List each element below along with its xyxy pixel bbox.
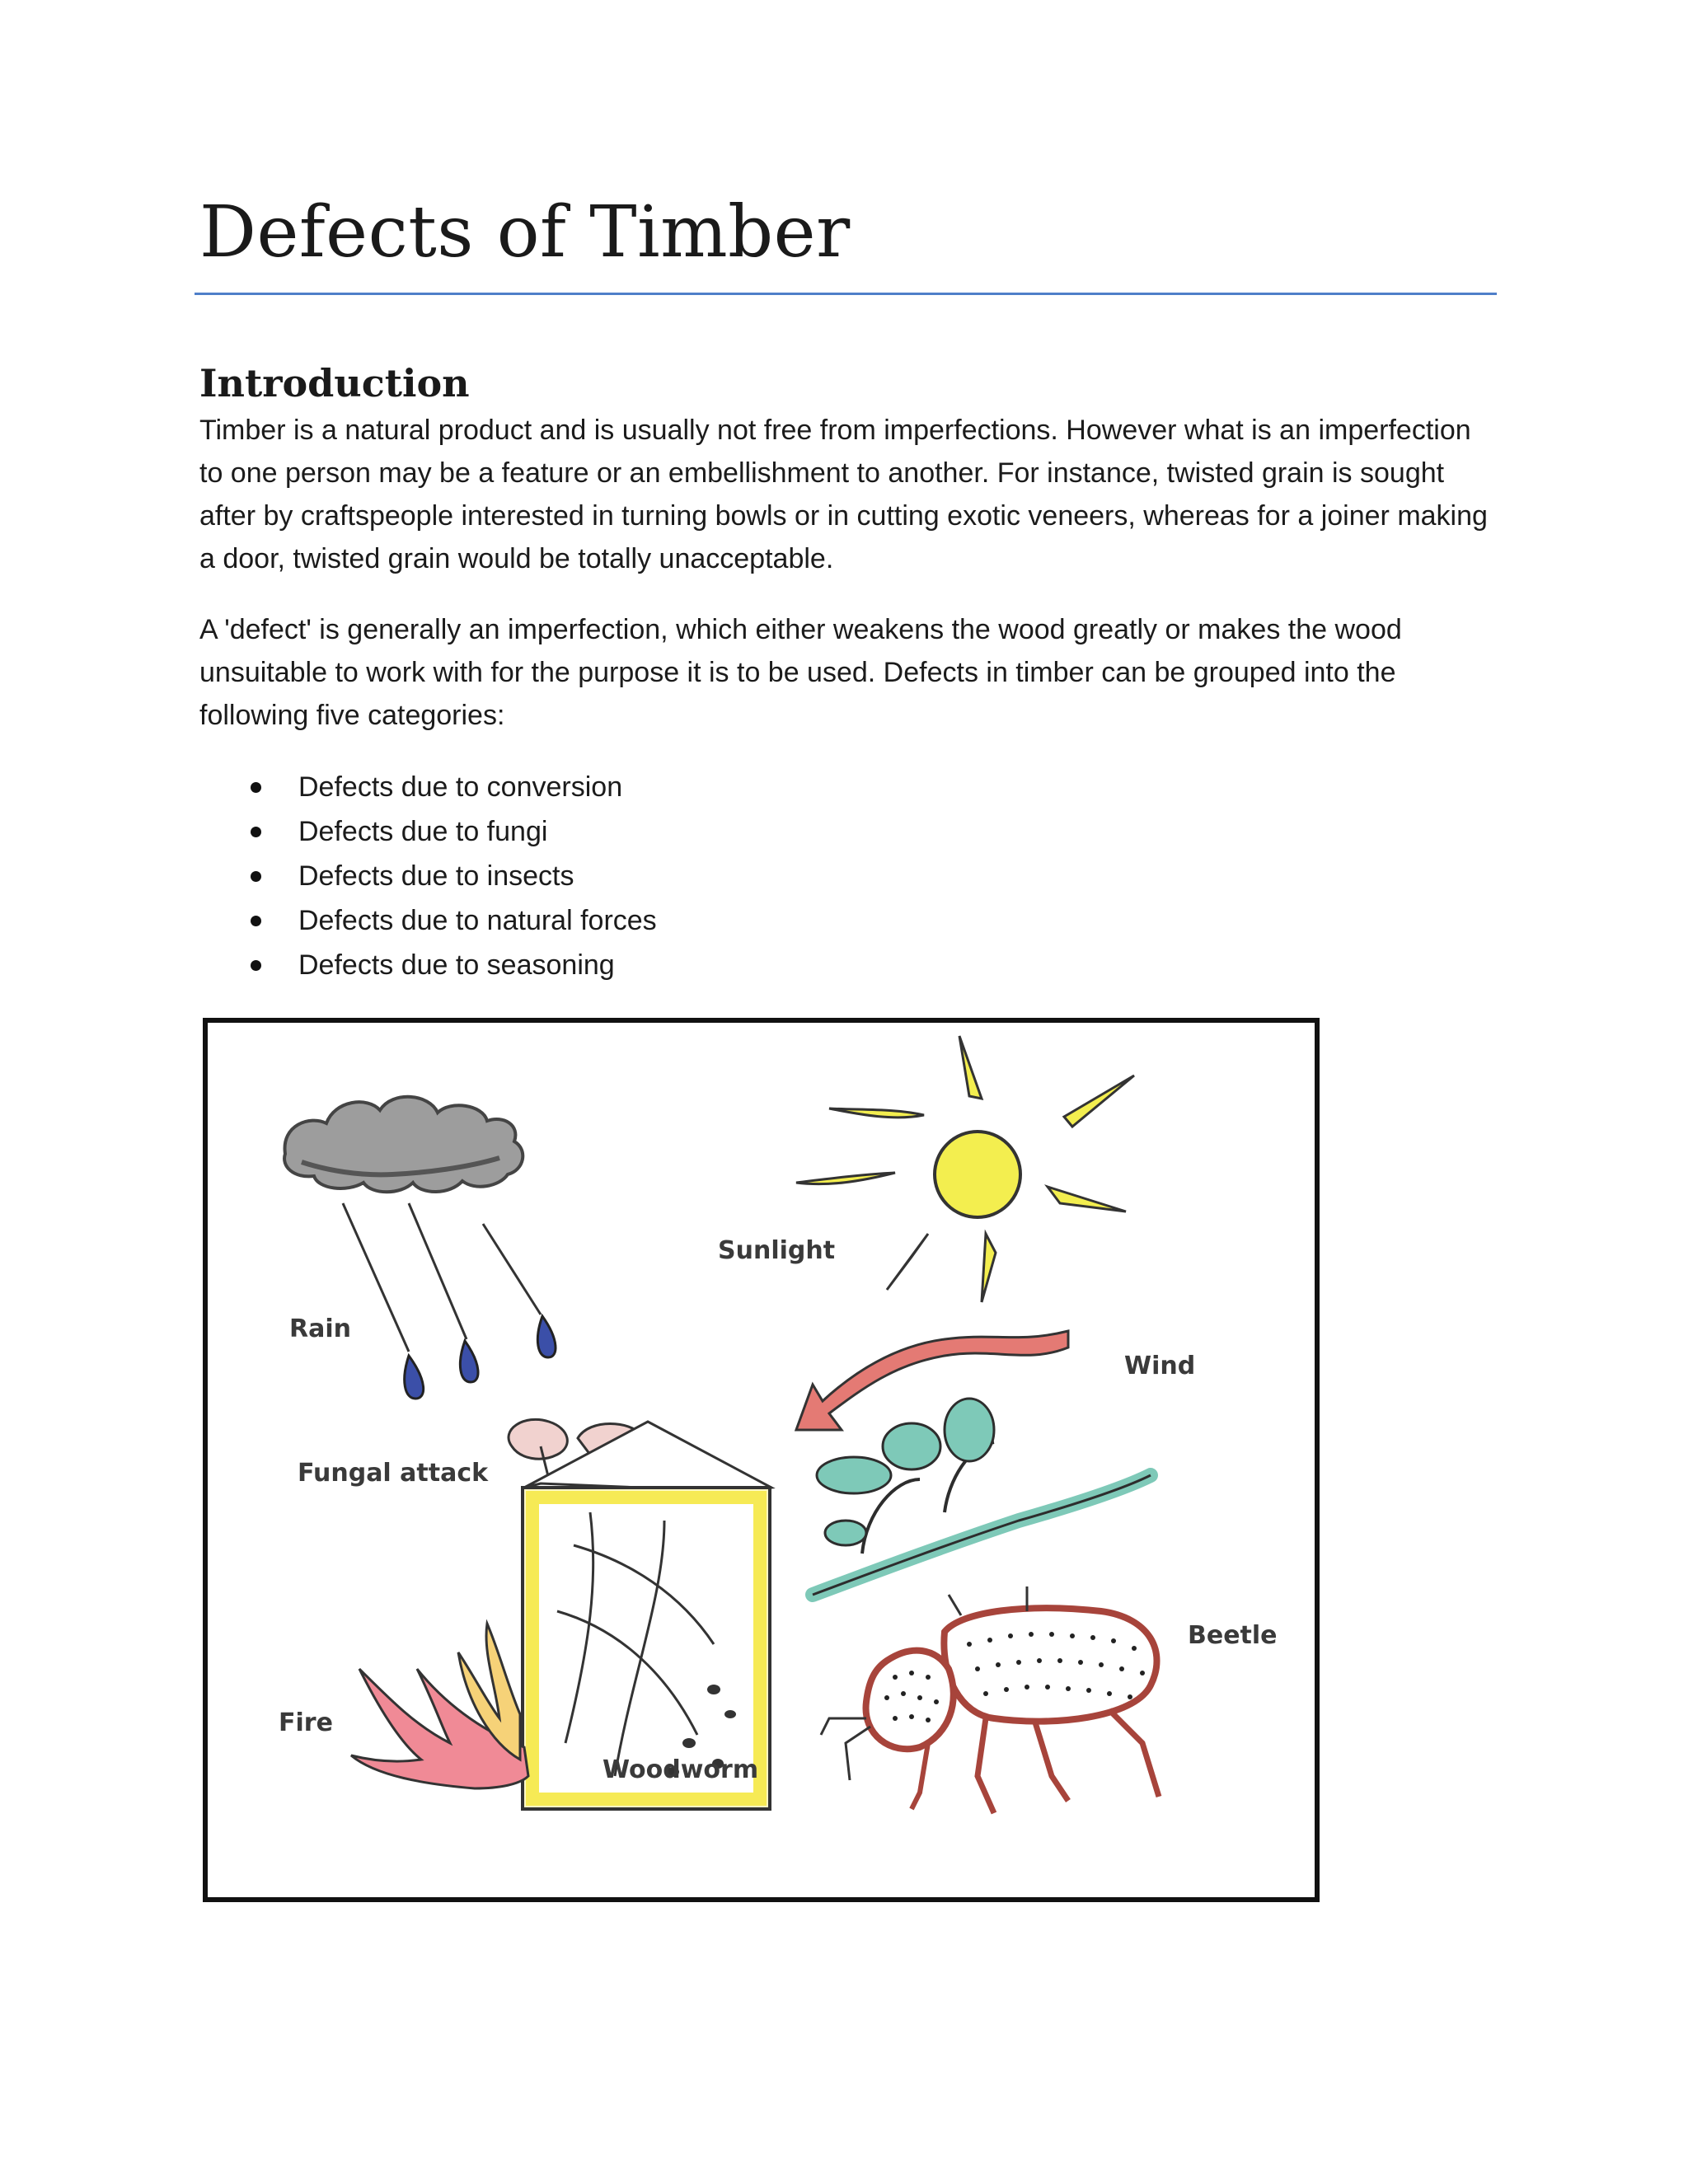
defect-categories-list: [199, 765, 657, 987]
title-underline: [195, 293, 1497, 295]
list-item: [199, 809, 657, 854]
list-item-text: Defects due to insects: [298, 860, 574, 892]
label-fire: Fire: [279, 1708, 333, 1737]
bullet-icon: [251, 827, 261, 837]
label-fungal-attack: Fungal attack: [298, 1459, 489, 1488]
list-item-text: Defects due to conversion: [298, 771, 623, 803]
bullet-icon: [251, 916, 261, 926]
label-wind: Wind: [1124, 1352, 1196, 1380]
timber-defects-illustration: [203, 1018, 1320, 1904]
list-item: [199, 898, 657, 943]
section-heading-introduction: Introduction: [199, 361, 470, 405]
label-beetle: Beetle: [1188, 1621, 1278, 1650]
list-item: [199, 765, 657, 809]
list-item: [199, 943, 657, 987]
bullet-icon: [251, 960, 261, 971]
list-item: [199, 854, 657, 898]
bullet-icon: [251, 782, 261, 793]
list-item-text: Defects due to seasoning: [298, 949, 615, 981]
wood-block-icon: [523, 1422, 771, 1809]
list-item-text: Defects due to natural forces: [298, 905, 657, 936]
document-title: Defects of Timber: [199, 191, 851, 274]
list-item-text: Defects due to fungi: [298, 816, 548, 847]
label-woodworm: Woodworm: [603, 1755, 759, 1784]
intro-paragraph-2: A 'defect' is generally an imperfection, which either weakens the wood greatly or makes the wood unsuitable to work with for the purpose it is to be used. Defects in timber can be grouped into the following five categories:: [199, 614, 1402, 731]
label-sunlight: Sunlight: [718, 1236, 836, 1265]
intro-paragraph-1: Timber is a natural product and is usually not free from imperfections. However what is an imperfection to one person may be a feature or an embellishment to another. For instance, twisted grain is sought after by craftspeople interested in turning bowls or in cutting exotic veneers, whereas for a joiner making a door, twisted grain would be totally unacceptable.: [199, 415, 1488, 574]
label-rain: Rain: [289, 1315, 351, 1343]
bullet-icon: [251, 871, 261, 882]
